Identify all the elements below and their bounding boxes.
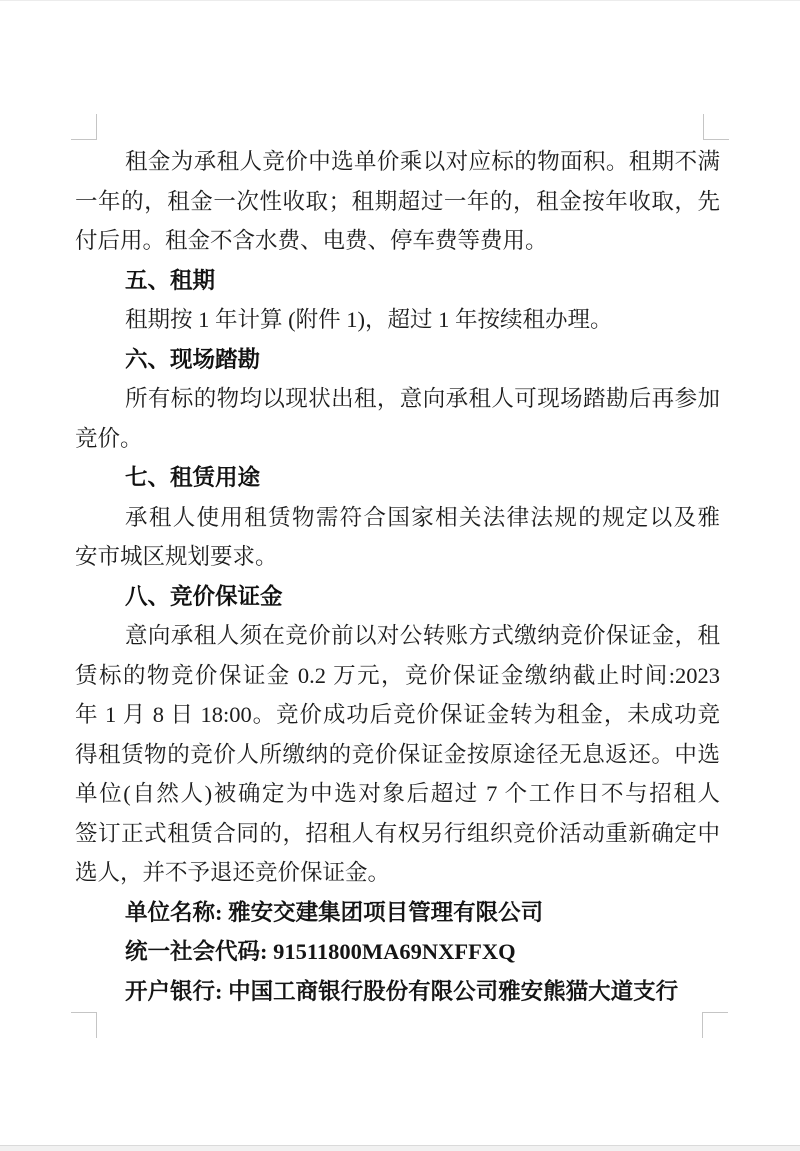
text-line: 竞价。 <box>75 425 143 451</box>
text-line: 租期按 1 年计算 (附件 1)，超过 1 年按续租办理。 <box>125 307 613 332</box>
crop-mark-bottom-right <box>702 1012 728 1038</box>
info-label-line: 开户银行: 中国工商银行股份有限公司雅安熊猫大道支行 <box>125 978 679 1004</box>
text-line: 得租赁物的竞价人所缴纳的竞价保证金按原途径无息返还。中选 <box>75 741 720 767</box>
text-line: 单位(自然人)被确定为中选对象后超过 7 个工作日不与招租人 <box>75 781 720 806</box>
text-line: 一年的，租金一次性收取；租期超过一年的，租金按年收取，先 <box>75 188 720 214</box>
text-line: 年 1 月 8 日 18:00。竞价成功后竞价保证金转为租金，未成功竞 <box>75 702 720 727</box>
text-line: 赁标的物竞价保证金 0.2 万元，竞价保证金缴纳截止时间:2023 <box>75 662 720 688</box>
crop-mark-bottom-left <box>71 1012 97 1038</box>
text-line: 意向承租人须在竞价前以对公转账方式缴纳竞价保证金，租 <box>125 623 720 648</box>
text-line: 安市城区规划要求。 <box>75 544 278 569</box>
section-heading: 八、竞价保证金 <box>125 583 283 609</box>
crop-mark-top-right <box>703 114 729 140</box>
text-line: 租金为承租人竞价中选单价乘以对应标的物面积。租期不满 <box>125 149 720 174</box>
text-line: 签订正式租赁合同的，招租人有权另行组织竞价活动重新确定中 <box>75 820 720 846</box>
page-top-edge <box>0 0 800 1</box>
text-line: 承租人使用租赁物需符合国家相关法律法规的规定以及雅 <box>125 504 720 530</box>
text-line: 付后用。租金不含水费、电费、停车费等费用。 <box>75 228 548 253</box>
page-bottom-edge <box>0 1145 800 1151</box>
section-heading: 六、现场踏勘 <box>125 346 261 372</box>
section-heading: 五、租期 <box>125 267 216 293</box>
document-body <box>75 142 720 1011</box>
text-line: 选人，并不予退还竞价保证金。 <box>75 860 391 885</box>
crop-mark-top-left <box>71 114 97 140</box>
info-label-line: 单位名称: 雅安交建集团项目管理有限公司 <box>125 899 544 925</box>
info-label-line: 统一社会代码: 91511800MA69NXFFXQ <box>125 939 516 964</box>
text-line: 所有标的物均以现状出租，意向承租人可现场踏勘后再参加 <box>125 386 720 411</box>
section-heading: 七、租赁用途 <box>125 465 261 490</box>
